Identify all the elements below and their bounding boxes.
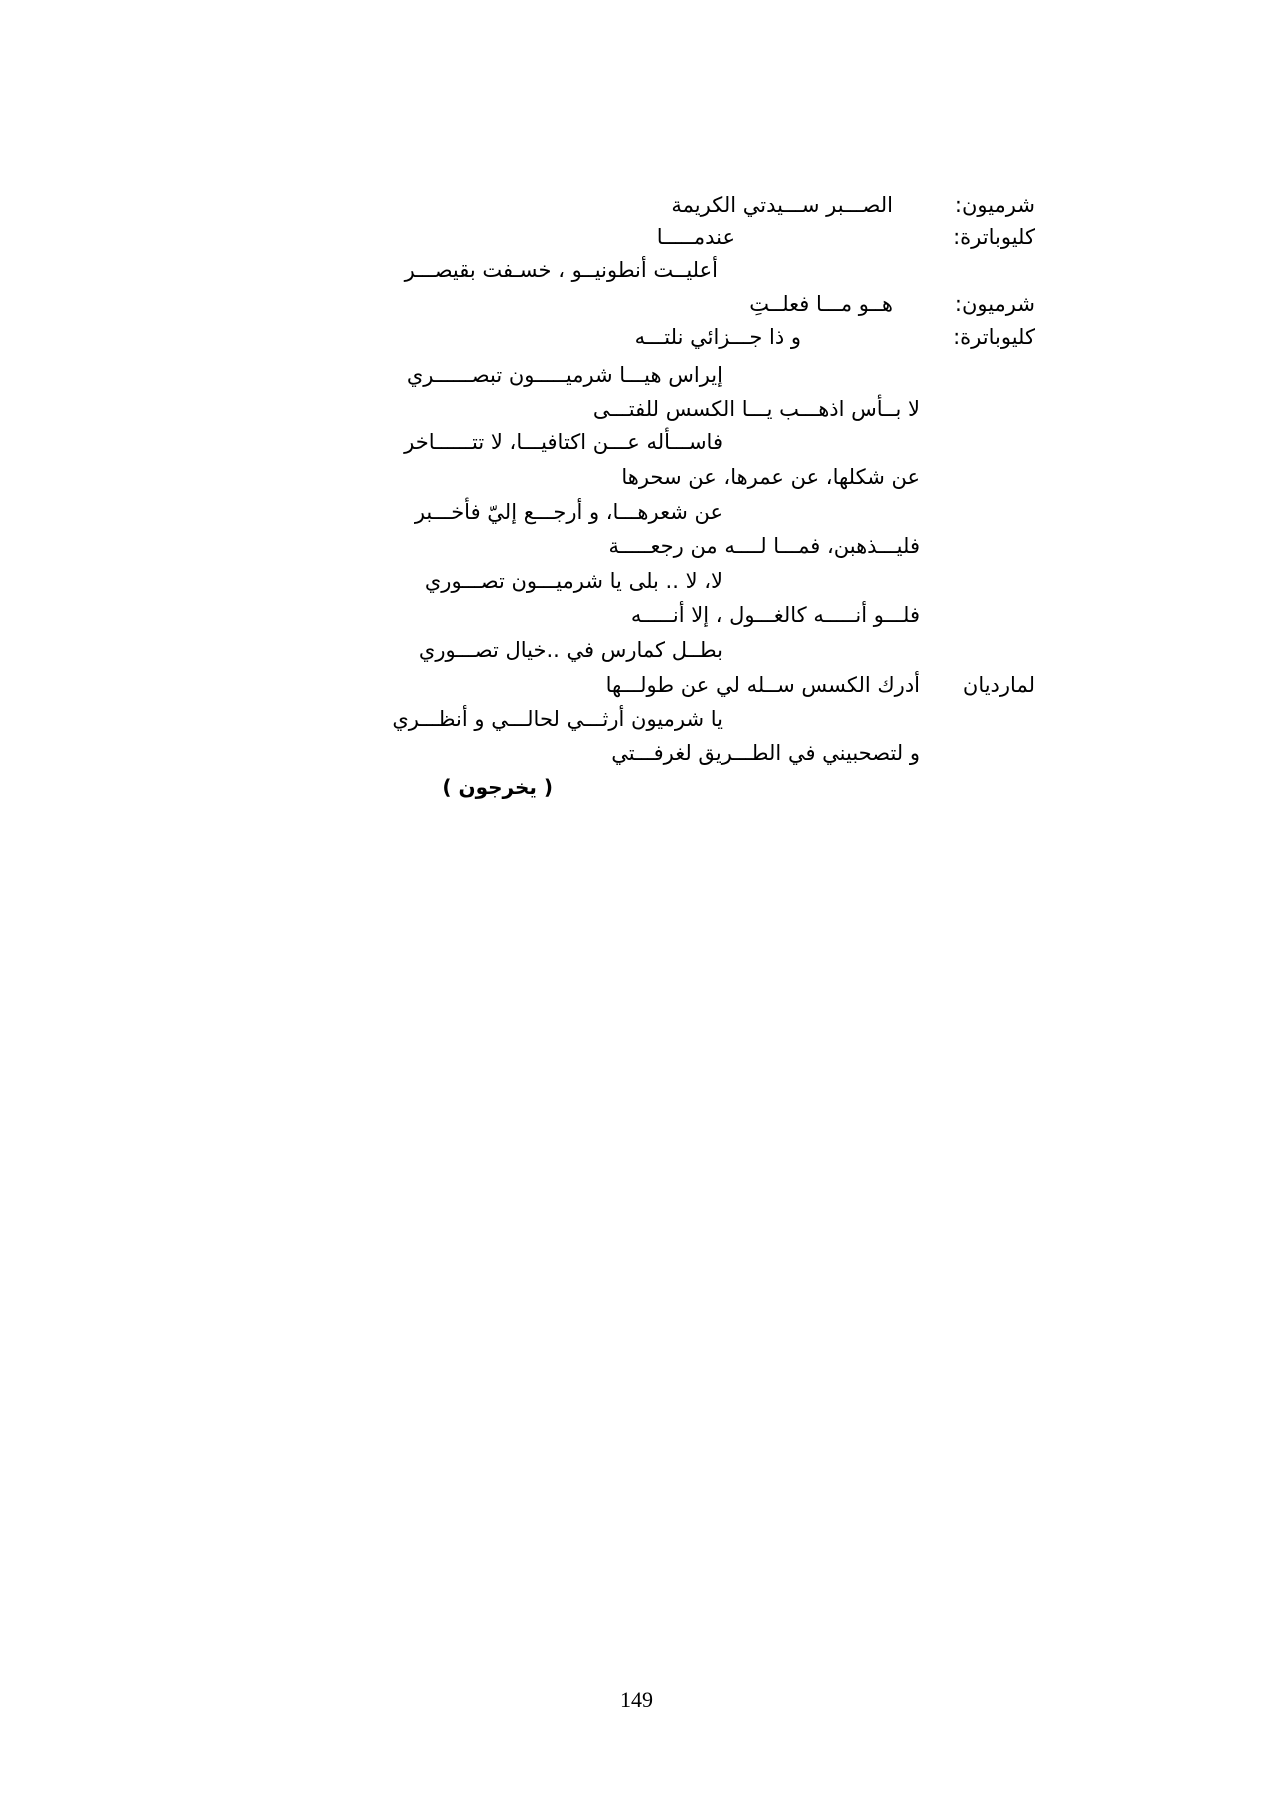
verse-line: فاســـأله عـــن اكتافيـــا، لا تتــــــاخر [404, 430, 723, 454]
verse-line: لا، لا .. بلى يا شرميـــون تصـــوري [424, 569, 723, 593]
verse-line: و لتصحبيني في الطـــريق لغرفـــتي [611, 741, 920, 765]
verse-line: يا شرميون أرثـــي لحالـــي و أنظـــري [392, 707, 723, 731]
verse-line: أعليــت أنطونيــو ، خسـفت بقيصـــر [404, 258, 718, 282]
stage-direction: ( يخرجون ) [442, 775, 553, 799]
verse-line: فلـــو أنـــــه كالغـــول ، إلا أنـــــه [630, 603, 920, 627]
speaker-label: كليوباترة: [953, 325, 1035, 349]
verse-line: عن شكلها، عن عمرها، عن سحرها [621, 465, 920, 489]
verse-line: عندمـــــا [656, 225, 735, 249]
speaker-label: شرميون: [954, 292, 1035, 316]
verse-line: إيراس هيـــا شرميـــــون تبصــــــري [406, 363, 723, 387]
speaker-label: شرميون: [954, 193, 1035, 217]
verse-line: أدرك الكسس ســله لي عن طولـــها [605, 673, 920, 697]
speaker-label: كليوباترة: [953, 225, 1035, 249]
verse-line: فليـــذهبن، فمـــا لــــه من رجعـــــة [608, 534, 920, 558]
speaker-label: لمارديان [962, 673, 1035, 697]
verse-line: بطــل كمارس في ..خيال تصـــوري [418, 638, 723, 662]
verse-line: و ذا جـــزائي نلتـــه [634, 325, 801, 349]
page-number: 149 [620, 1687, 653, 1712]
verse-line: هــو مـــا فعلــتِ [749, 292, 893, 316]
verse-line: عن شعرهـــا، و أرجـــع إليّ فأخـــبر [414, 500, 723, 524]
verse-line: لا بــأس اذهـــب يـــا الكسس للفتـــى [592, 397, 920, 421]
verse-line: الصـــبر ســـيدتي الكريمة [671, 193, 893, 217]
